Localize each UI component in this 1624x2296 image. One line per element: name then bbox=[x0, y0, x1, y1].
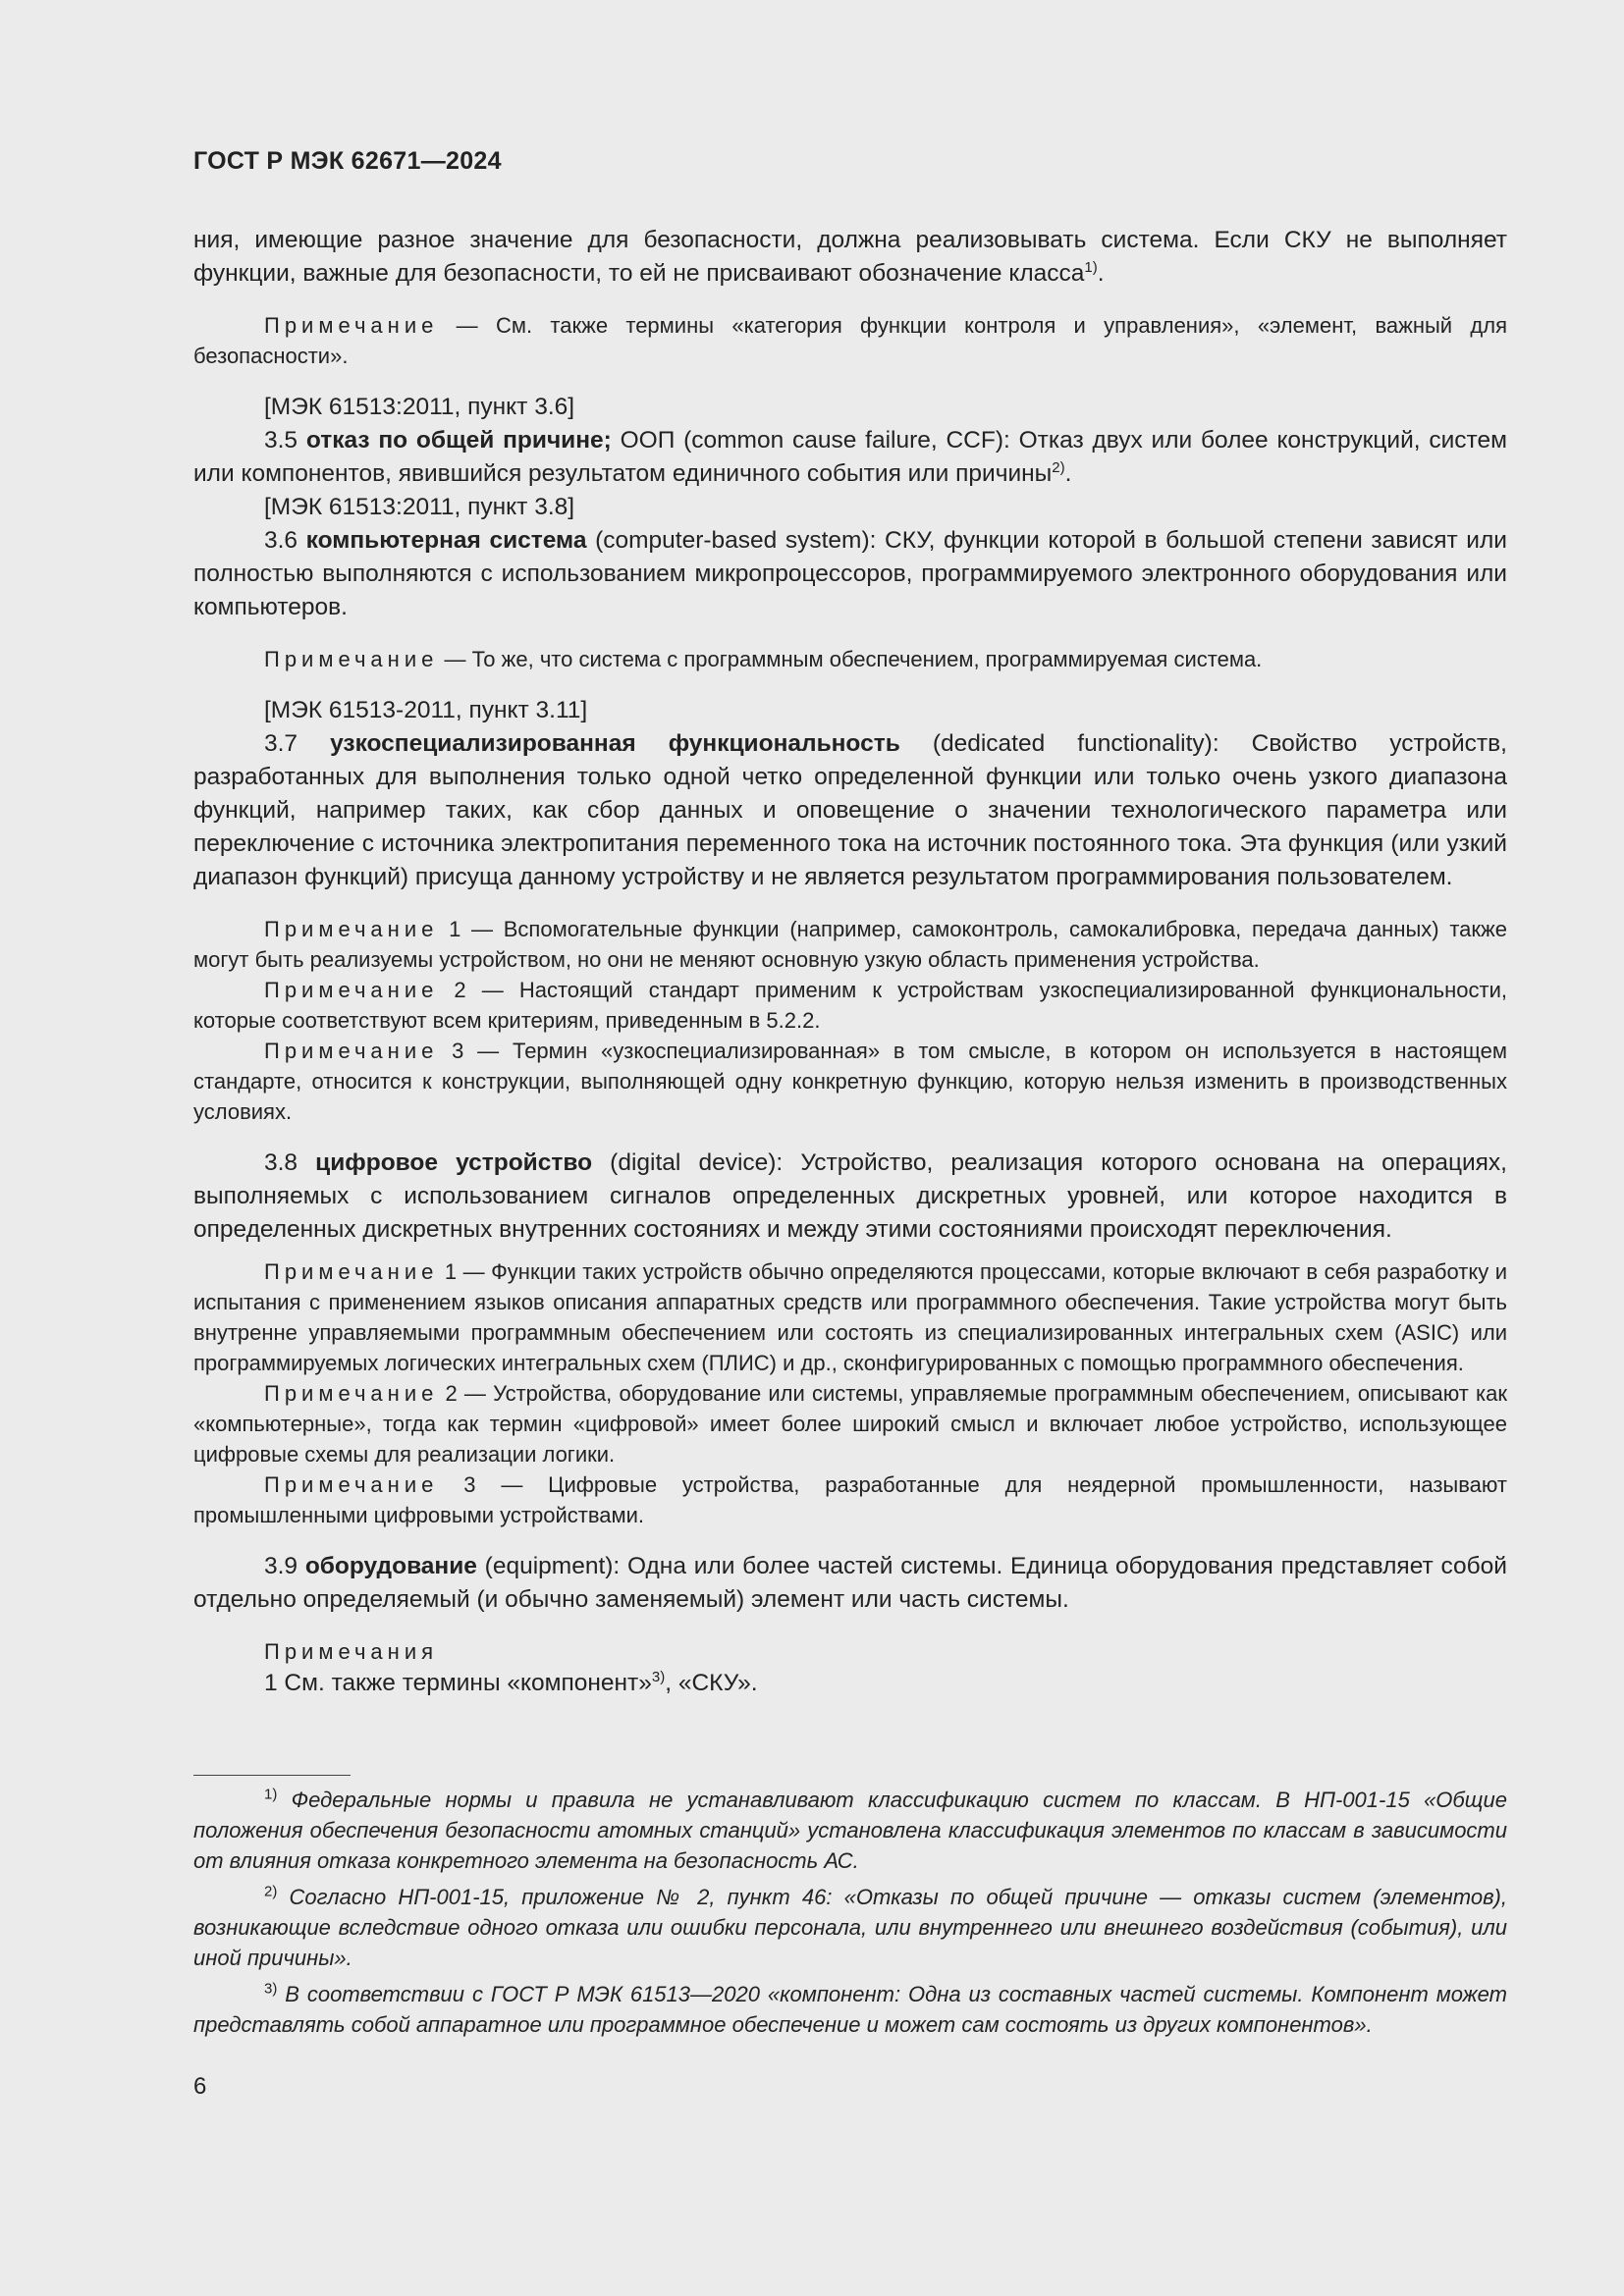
note-3-9-1 bbox=[193, 1667, 1507, 1700]
note-tail: , «СКУ». bbox=[665, 1670, 758, 1696]
paragraph-text: ния, имеющие разное значение для безопасности, должна реализовывать система. Если СКУ не выполняет функции, важные для безопасности, то ей не присваивают обозначение класса bbox=[193, 227, 1507, 287]
term-3-9 bbox=[193, 1550, 1507, 1617]
reference-3-5: [МЭК 61513:2011, пункт 3.8] bbox=[264, 494, 575, 520]
term-tail: . bbox=[1064, 460, 1072, 487]
note-3-8-3 bbox=[193, 1469, 1507, 1530]
term-number: 3.9 bbox=[264, 1553, 305, 1579]
page-number: 6 bbox=[193, 2073, 207, 2100]
notes-heading bbox=[193, 1636, 1507, 1667]
term-definition: (equipment): Одна или более частей системы. Единица оборудования представляет собой отдельно определяемый (и обычно заменяемый) элемент или часть системы. bbox=[193, 1553, 1507, 1613]
footnote-ref-3[interactable]: 3) bbox=[651, 1668, 666, 1685]
note-text: 3 — Термин «узкоспециализированная» в том смысле, в котором он используется в настоящем стандарте, относится к конструкции, выполняющей одну конкретную функцию, которую нельзя изменить в производственных условиях. bbox=[193, 1039, 1507, 1124]
term-name: оборудование bbox=[304, 1553, 477, 1579]
paragraph-tail: . bbox=[1097, 260, 1105, 287]
reference-3-6: [МЭК 61513-2011, пункт 3.11] bbox=[264, 697, 588, 723]
term-definition: (digital device): Устройство, реализация которого основана на операциях, выполняемых с использованием сигналов определенных дискретных уровней, или которое находится в определенных дискретных внутренних состояниях и между этими состояниями происходят переключения. bbox=[193, 1149, 1507, 1243]
footnote-text: Согласно НП-001-15, приложение № 2, пункт 46: «Отказы по общей причине — отказы систем (элементов), возникающие вследствие одного отказа или ошибки персонала, или внутреннего или внешнего воздействия (события), или иной причины». bbox=[193, 1885, 1507, 1970]
footnote-separator bbox=[193, 1775, 351, 1776]
term-definition: (computer-based system): СКУ, функции которой в большой степени зависят или полностью выполняются с использованием микропроцессоров, программируемого электронного оборудования или компьютеров. bbox=[193, 527, 1507, 620]
footnote-text: В соответствии с ГОСТ Р МЭК 61513—2020 «компонент: Одна из составных частей системы. Компонент может представлять собой аппаратное или программное обеспечение и может сам состоять из других компонентов». bbox=[193, 1982, 1507, 2037]
note-text: 1 — Вспомогательные функции (например, самоконтроль, самокалибровка, передача данных) также могут быть реализуемы устройством, но они не меняют основную узкую область применения устройства. bbox=[193, 917, 1507, 972]
document-header: ГОСТ Р МЭК 62671—2024 bbox=[193, 147, 502, 175]
note-label: Примечание bbox=[264, 1472, 439, 1497]
note-3-7-1 bbox=[193, 914, 1507, 975]
reference-3-4: [МЭК 61513:2011, пункт 3.6] bbox=[264, 394, 575, 420]
footnotes bbox=[193, 1779, 1507, 2040]
footnote-ref-2[interactable]: 2) bbox=[1052, 458, 1065, 476]
footnote-ref-1[interactable]: 1) bbox=[1084, 258, 1098, 276]
footnote-3 bbox=[193, 1979, 1507, 2040]
note-3-7-2 bbox=[193, 975, 1507, 1036]
note-label: Примечание bbox=[264, 1381, 439, 1406]
note-text: 1 — Функции таких устройств обычно определяются процессами, которые включают в себя разработку и испытания с применением языков описания аппаратных средств или программного обеспечения. Такие устройства могут быть внутренне управляемыми программным обеспечением или состоять из специализированных интегральных схем (ASIC) или программируемых логических интегральных схем (ПЛИС) и др., сконфигурированных с помощью программного обеспечения. bbox=[193, 1259, 1507, 1375]
footnote-mark: 1) bbox=[264, 1786, 278, 1803]
paragraph-continuation bbox=[193, 224, 1507, 291]
term-3-5 bbox=[193, 424, 1507, 491]
note-label: Примечание bbox=[264, 1259, 439, 1284]
note-3-7-3 bbox=[193, 1036, 1507, 1127]
term-3-7 bbox=[193, 727, 1507, 894]
note-text: 1 См. также термины «компонент» bbox=[264, 1670, 652, 1696]
note-text: 2 — Устройства, оборудование или системы, управляемые программным обеспечением, описывают как «компьютерные», тогда как термин «цифровой» имеет более широкий смысл и включает любое устройство, использующее цифровые схемы для реализации логики. bbox=[193, 1381, 1507, 1467]
term-definition: (dedicated functionality): Свойство устройств, разработанных для выполнения только одной четко определенной функции или только очень узкого диапазона функций, например таких, как сбор данных и оповещение о значении технологического параметра или переключение с источника электропитания переменного тока на источник постоянного тока. Эта функция (или узкий диапазон функций) присуща данному устройству и не является результатом программирования пользователем. bbox=[193, 730, 1507, 890]
footnote-2 bbox=[193, 1882, 1507, 1973]
note-label: Примечание bbox=[264, 1039, 439, 1063]
footnote-1 bbox=[193, 1785, 1507, 1876]
term-name: отказ по общей причине; bbox=[305, 427, 612, 454]
footnote-mark: 2) bbox=[264, 1883, 278, 1900]
term-number: 3.7 bbox=[264, 730, 331, 757]
term-3-8 bbox=[193, 1147, 1507, 1247]
term-name: компьютерная система bbox=[305, 527, 587, 554]
term-definition: ООП (common cause failure, CCF): Отказ двух или более конструкций, систем или компонентов, явившийся результатом единичного события или причины bbox=[193, 427, 1507, 487]
note-text: 3 — Цифровые устройства, разработанные для неядерной промышленности, называют промышленными цифровыми устройствами. bbox=[193, 1472, 1507, 1527]
note-label: Примечание bbox=[264, 978, 439, 1002]
main-content bbox=[193, 224, 1507, 1700]
term-name: узкоспециализированная функциональность bbox=[330, 730, 900, 757]
notes-label: Примечания bbox=[264, 1639, 439, 1664]
term-number: 3.6 bbox=[264, 527, 306, 554]
note-text: 2 — Настоящий стандарт применим к устройствам узкоспециализированной функциональности, которые соответствуют всем критериям, приведенным в 5.2.2. bbox=[193, 978, 1507, 1033]
note-text: — То же, что система с программным обеспечением, программируемая система. bbox=[438, 647, 1263, 671]
note-3-8-1 bbox=[193, 1256, 1507, 1378]
note-3-8-2 bbox=[193, 1378, 1507, 1469]
footnote-mark: 3) bbox=[264, 1980, 278, 1998]
note-label: Примечание bbox=[264, 313, 439, 338]
note-3-6 bbox=[193, 644, 1507, 674]
term-3-6 bbox=[193, 524, 1507, 624]
footnote-text: Федеральные нормы и правила не устанавливают классификацию систем по классам. В НП-001-15 «Общие положения обеспечения безопасности атомных станций» установлена классификация элементов по классам в зависимости от влияния отказа конкретного элемента на безопасность АС. bbox=[193, 1788, 1507, 1873]
note-text: — См. также термины «категория функции контроля и управления», «элемент, важный для безопасности». bbox=[193, 313, 1507, 368]
term-number: 3.5 bbox=[264, 427, 306, 454]
note-3-4 bbox=[193, 310, 1507, 371]
note-label: Примечание bbox=[264, 647, 439, 671]
term-name: цифровое устройство bbox=[315, 1149, 593, 1176]
note-label: Примечание bbox=[264, 917, 439, 941]
term-number: 3.8 bbox=[264, 1149, 316, 1176]
